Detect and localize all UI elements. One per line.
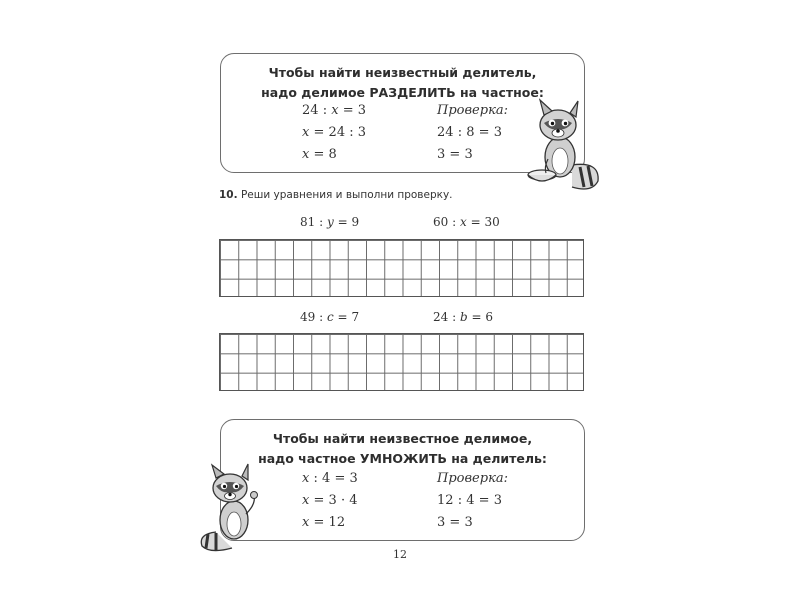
rule-dividend-solution-3: x = 12 <box>302 515 346 530</box>
equation-1: 81 : y = 9 <box>300 215 360 229</box>
rule-divisor-check-2: 3 = 3 <box>437 147 473 162</box>
rule-dividend-title-line2: надо частное УМНОЖИТЬ на делитель: <box>258 451 547 466</box>
rule-dividend-check-1: 12 : 4 = 3 <box>437 493 502 508</box>
rule-box-dividend <box>220 419 585 541</box>
task-number: 10. <box>219 189 238 201</box>
answer-grid-1[interactable] <box>219 239 584 297</box>
rule-divisor-title-line1: Чтобы найти неизвестный делитель, <box>268 65 537 80</box>
answer-grid-2[interactable] <box>219 333 584 391</box>
rule-divisor-check-1: 24 : 8 = 3 <box>437 125 502 140</box>
equation-4: 24 : b = 6 <box>433 310 494 324</box>
rule-dividend-solution-2: x = 3 · 4 <box>302 493 358 508</box>
rule-dividend-check-2: 3 = 3 <box>437 515 473 530</box>
task-instruction <box>219 189 453 201</box>
page-number: 12 <box>393 548 407 561</box>
equation-3: 49 : c = 7 <box>300 310 360 324</box>
rule-divisor-solution-2: x = 24 : 3 <box>302 125 367 140</box>
rule-divisor-solution-3: x = 8 <box>302 147 337 162</box>
rule-dividend-check-label: Проверка: <box>437 471 508 486</box>
raccoon-with-bowl-icon <box>522 95 602 195</box>
rule-divisor-check-label: Проверка: <box>437 103 508 118</box>
rule-divisor-title-line2: надо делимое РАЗДЕЛИТЬ на частное: <box>261 85 544 100</box>
task-instruction-text: Реши уравнения и выполни проверку. <box>240 189 453 201</box>
rule-dividend-title-line1: Чтобы найти неизвестное делимое, <box>272 431 533 446</box>
raccoon-waving-icon <box>198 462 268 552</box>
rule-dividend-solution-1: x : 4 = 3 <box>302 471 358 486</box>
rule-divisor-solution-1: 24 : x = 3 <box>302 103 367 118</box>
equation-2: 60 : x = 30 <box>433 215 500 229</box>
